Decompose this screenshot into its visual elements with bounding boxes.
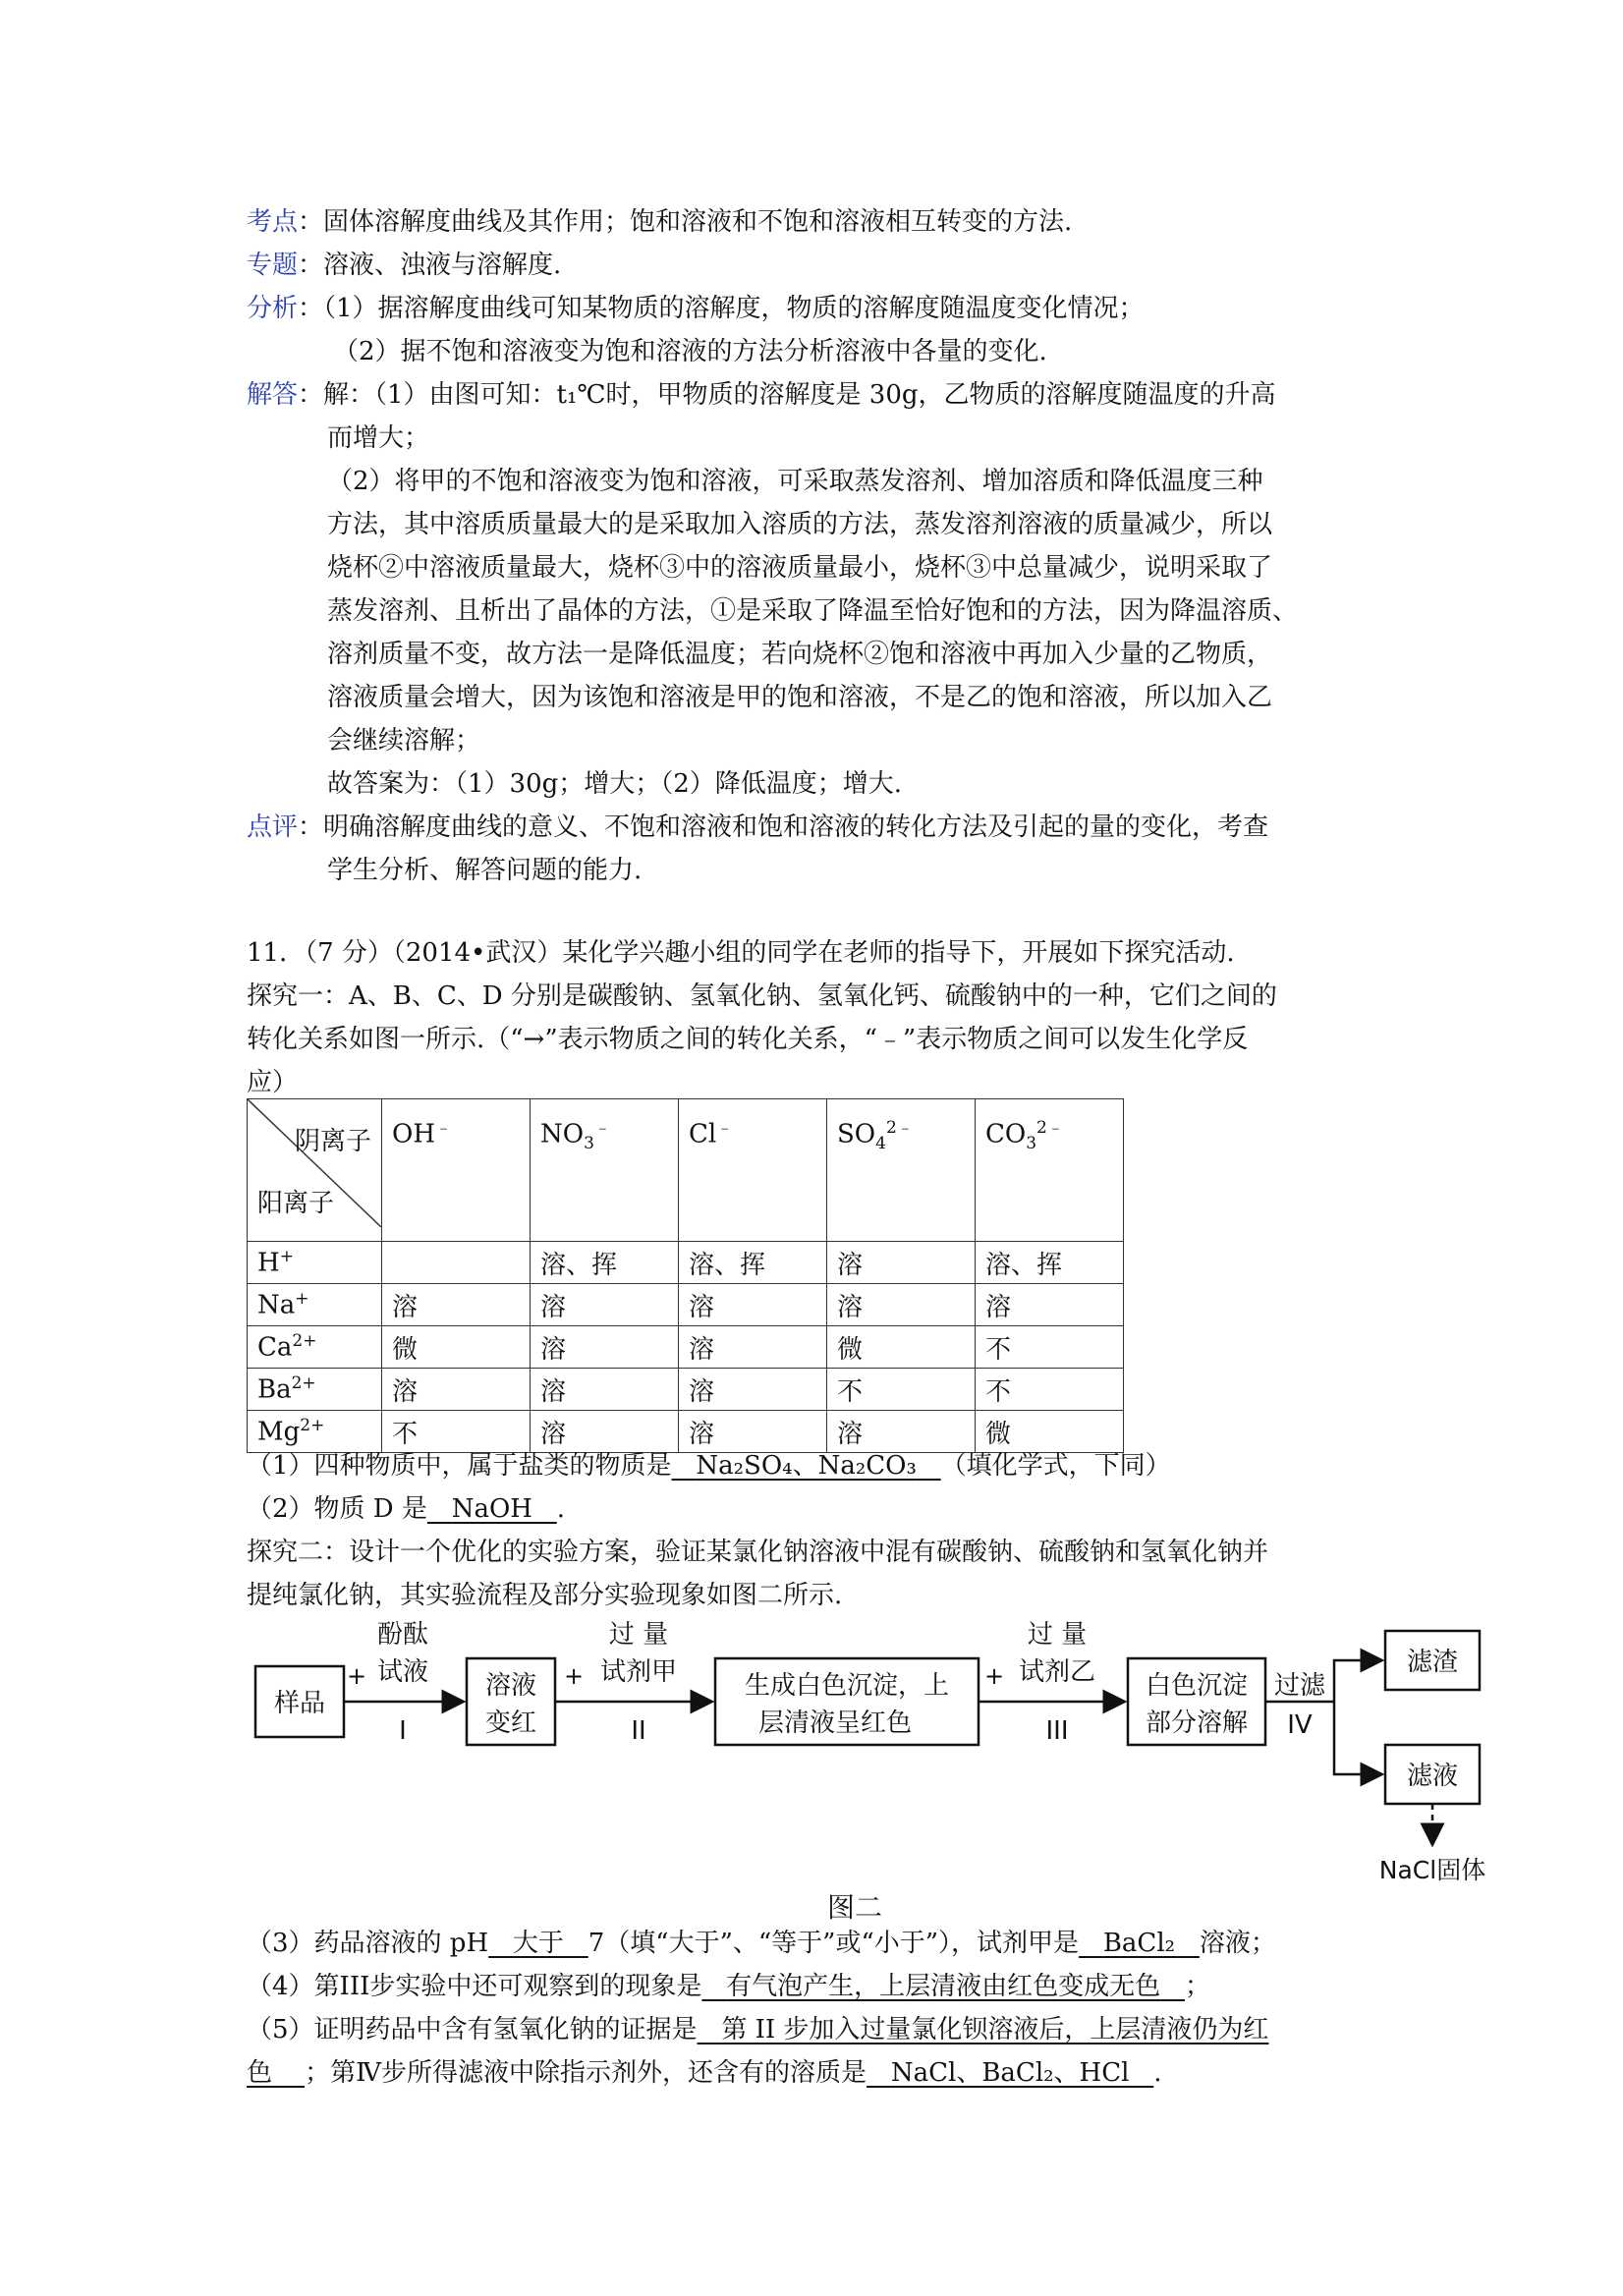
flow-step1-num: I [399, 1716, 407, 1746]
anion-charge: 2﹣ [1036, 1118, 1064, 1138]
cation-base: Ba [257, 1374, 292, 1405]
cation-base: Na [257, 1290, 296, 1320]
cation-charge: + [295, 1289, 309, 1310]
q1-answer [672, 1451, 941, 1481]
flow-box4-b: 部分溶解 [1145, 1708, 1249, 1738]
table-cell: 溶 [531, 1284, 679, 1326]
q5-answer-b [247, 2058, 305, 2088]
cation-header-1 [248, 1284, 382, 1326]
table-cell: 溶 [976, 1284, 1124, 1326]
fenxi-text-1: ：（1）据溶解度曲线可知某物质的溶解度，物质的溶解度随温度变化情况； [298, 294, 1145, 323]
dianping-text-1: ：明确溶解度曲线的意义、不饱和溶液和饱和溶液的转化方法及引起的量的变化，考查 [298, 812, 1269, 842]
cation-charge: 2+ [300, 1416, 325, 1436]
q5-line-1 [247, 2010, 1268, 2049]
flow-step1-mid: 试液 [376, 1657, 429, 1687]
table-cell: 溶 [827, 1284, 976, 1326]
flow-box3-b: 层清液呈红色 [757, 1708, 913, 1738]
jieda-text-1: 而增大； [327, 423, 430, 453]
jieda-line [247, 375, 1276, 415]
q1-line [247, 1446, 1171, 1485]
q4-suffix: ； [1184, 1972, 1210, 2001]
flow-box3-a: 生成白色沉淀，上 [744, 1671, 950, 1701]
anion-charge: ﹣ [716, 1118, 734, 1138]
q3-prompt: （3）药品溶液的 pH [247, 1929, 489, 1958]
cation-base: Ca [257, 1332, 293, 1363]
table-cell: 溶 [679, 1326, 827, 1369]
dianping-label: 点评 [247, 812, 299, 842]
q2-answer [427, 1494, 557, 1524]
anion-base: SO [837, 1119, 876, 1149]
table-cell: 溶 [827, 1242, 976, 1284]
table-cell: 不 [382, 1411, 531, 1453]
table-cell: 溶 [679, 1411, 827, 1453]
anion-header-3 [827, 1099, 976, 1242]
table-cell: 不 [976, 1369, 1124, 1411]
anion-sub: 4 [875, 1133, 886, 1153]
part2-text-0: 探究二：设计一个优化的实验方案，验证某氯化钠溶液中混有碳酸钠、硫酸钠和氢氧化钠并 [247, 1538, 1269, 1567]
q3-answer-2 [1079, 1929, 1200, 1958]
table-cell: 微 [827, 1326, 976, 1369]
jieda-text-4: 烧杯②中溶液质量最大，烧杯③中的溶液质量最小，烧杯③中总量减少，说明采取了 [327, 553, 1273, 583]
q3-answer-1-text: 大于 [512, 1929, 564, 1958]
flow-box2-b: 变红 [484, 1708, 537, 1738]
jieda-text-8: 会继续溶解； [327, 726, 481, 756]
flow-sample-label: 样品 [273, 1689, 326, 1718]
cation-header-2 [248, 1326, 382, 1369]
corner-anion-label: 阴离子 [294, 1127, 371, 1156]
part2-text-1: 提纯氯化钠，其实验流程及部分实验现象如图二所示. [247, 1581, 843, 1610]
q4-prompt: （4）第III步实验中还可观察到的现象是 [247, 1972, 702, 2001]
jieda-text-5: 蒸发溶剂、且析出了晶体的方法，①是采取了降温至恰好饱和的方法，因为降温溶质、 [327, 596, 1299, 626]
cation-header-3 [248, 1369, 382, 1411]
table-row [248, 1242, 1124, 1284]
flow-step4-top: 过滤 [1273, 1671, 1326, 1701]
table-cell: 溶、挥 [679, 1242, 827, 1284]
q5-prompt: （5）证明药品中含有氢氧化钠的证据是 [247, 2015, 698, 2044]
anion-charge: ﹣ [435, 1118, 452, 1138]
jieda-label: 解答 [247, 380, 299, 410]
table-cell: 溶、挥 [976, 1242, 1124, 1284]
anion-header-0 [382, 1099, 531, 1242]
flow-filtrate-label: 滤液 [1406, 1762, 1459, 1791]
flow-plus-3: + [983, 1662, 1005, 1690]
jieda-text-0: ：解：（1）由图可知：t₁℃时，甲物质的溶解度是 30g，乙物质的溶解度随温度的升高 [298, 380, 1276, 410]
dianping-text-2: 学生分析、解答问题的能力. [327, 856, 643, 885]
q3-answer-1 [488, 1929, 588, 1958]
flow-plus-2: + [563, 1662, 585, 1690]
table-cell: 微 [976, 1411, 1124, 1453]
table-cell: 溶、挥 [531, 1242, 679, 1284]
question-header: 11．（7 分）（2014•武汉）某化学兴趣小组的同学在老师的指导下，开展如下探究活动. [247, 938, 1235, 968]
table-cell: 溶 [382, 1284, 531, 1326]
anion-header-1 [531, 1099, 679, 1242]
zhuanti-text: ：溶液、浊液与溶解度. [298, 251, 562, 280]
q5-answer-2-text: NaCl、BaCl₂、HCl [890, 2058, 1130, 2088]
jieda-text-7: 溶液质量会增大，因为该饱和溶液是甲的饱和溶液，不是乙的饱和溶液，所以加入乙 [327, 683, 1273, 712]
anion-base: Cl [689, 1119, 717, 1149]
cation-charge: 2+ [291, 1373, 316, 1394]
q1-answer-text: Na₂SO₄、Na₂CO₃ [696, 1451, 917, 1481]
flow-plus-1: + [346, 1662, 367, 1690]
fenxi-line [247, 289, 1145, 328]
q5-answer-b-text: 色 [247, 2058, 273, 2088]
part1-text-1: 转化关系如图一所示.（“→”表示物质之间的转化关系，“﹣”表示物质之间可以发生化学反 [247, 1025, 1249, 1054]
solubility-table [247, 1098, 1124, 1453]
flow-box2-a: 溶液 [484, 1671, 537, 1701]
q3-middle: 7（填“大于”、“等于”或“小于”），试剂甲是 [588, 1929, 1080, 1958]
anion-header-2 [679, 1099, 827, 1242]
table-row [248, 1326, 1124, 1369]
anion-header-4 [976, 1099, 1124, 1242]
q5-middle: ；第Ⅳ步所得滤液中除指示剂外，还含有的溶质是 [305, 2058, 867, 2088]
table-cell: 溶 [382, 1369, 531, 1411]
table-cell: 溶 [679, 1369, 827, 1411]
table-cell: 不 [976, 1326, 1124, 1369]
corner-cation-label: 阳离子 [257, 1189, 335, 1218]
q3-suffix: 溶液； [1199, 1929, 1276, 1958]
table-cell: 溶 [531, 1411, 679, 1453]
q4-answer [701, 1972, 1185, 2001]
fenxi-text-2: （2）据不饱和溶液变为饱和溶液的方法分析溶液中各量的变化. [333, 337, 1047, 366]
dianping-line [247, 808, 1268, 847]
cation-charge: + [279, 1247, 294, 1267]
cation-charge: 2+ [292, 1331, 317, 1352]
flow-step3-mid: 试剂乙 [1018, 1657, 1096, 1687]
anion-base: NO [540, 1119, 585, 1149]
q4-line [247, 1967, 1210, 2006]
anion-sub: 3 [1026, 1133, 1037, 1153]
table-row [248, 1369, 1124, 1411]
table-cell: 不 [827, 1369, 976, 1411]
zhuanti-line [247, 246, 561, 285]
q5-line-2 [247, 2053, 1162, 2093]
jieda-text-3: 方法，其中溶质质量最大的是采取加入溶质的方法，蒸发溶剂溶液的质量减少，所以 [327, 510, 1273, 539]
table-cell: 溶 [531, 1326, 679, 1369]
table-cell: 溶 [679, 1284, 827, 1326]
flow-step2-top: 过 量 [608, 1620, 669, 1650]
anion-base: CO [985, 1119, 1027, 1149]
table-cell [382, 1242, 531, 1284]
kaodian-line [247, 202, 1072, 242]
table-row [248, 1284, 1124, 1326]
anion-charge: 2﹣ [885, 1118, 914, 1138]
flow-residue-label: 滤渣 [1406, 1648, 1459, 1677]
q1-suffix: （填化学式，下同） [940, 1451, 1171, 1481]
cation-base: Mg [257, 1417, 301, 1447]
kaodian-text: ：固体溶解度曲线及其作用；饱和溶液和不饱和溶液相互转变的方法. [298, 207, 1073, 237]
anion-charge: ﹣ [593, 1118, 611, 1138]
part1-text-2: 应） [247, 1068, 299, 1097]
q5-answer-a [698, 2015, 1269, 2044]
q2-prompt: （2）物质 D 是 [247, 1494, 427, 1524]
q1-prompt: （1）四种物质中，属于盐类的物质是 [247, 1451, 672, 1481]
arrow-to-filtrate [1334, 1702, 1382, 1774]
figure-caption: 图二 [827, 1891, 883, 1924]
q2-suffix: . [556, 1494, 566, 1524]
experiment-flowchart [246, 1611, 1503, 1886]
flow-step3-top: 过 量 [1027, 1620, 1088, 1650]
q5-answer-a-text: 第 II 步加入过量氯化钡溶液后，上层清液仍为红 [721, 2015, 1269, 2044]
table-header-row [248, 1099, 1124, 1242]
q5-suffix: . [1153, 2058, 1162, 2088]
flow-step3-num: III [1045, 1716, 1069, 1746]
jieda-text-9: 故答案为：（1）30g；增大；（2）降低温度；增大. [327, 769, 903, 799]
cation-base: H [257, 1248, 280, 1278]
q2-line [247, 1489, 565, 1529]
anion-sub: 3 [584, 1133, 594, 1153]
q4-answer-text: 有气泡产生，上层清液由红色变成无色 [726, 1972, 1161, 2001]
table-cell: 溶 [827, 1411, 976, 1453]
table-cell: 溶 [531, 1369, 679, 1411]
fenxi-label: 分析 [247, 294, 299, 323]
kaodian-label: 考点 [247, 207, 299, 237]
table-corner-cell [248, 1099, 382, 1242]
q5-answer-2 [867, 2058, 1153, 2088]
part1-text-0: 探究一：A、B、C、D 分别是碳酸钠、氢氧化钠、氢氧化钙、硫酸钠中的一种，它们之间的 [247, 981, 1277, 1011]
cation-header-0 [248, 1242, 382, 1284]
jieda-text-6: 溶剂质量不变，故方法一是降低温度；若向烧杯②饱和溶液中再加入少量的乙物质， [327, 640, 1273, 669]
flow-step2-mid: 试剂甲 [599, 1657, 678, 1687]
flow-step2-num: II [631, 1716, 646, 1746]
q3-line [247, 1924, 1276, 1963]
q3-answer-2-text: BaCl₂ [1102, 1929, 1176, 1958]
anion-base: OH [392, 1119, 435, 1149]
flow-step4-num: IV [1287, 1710, 1313, 1740]
zhuanti-label: 专题 [247, 251, 299, 280]
flow-step1-top: 酚酞 [376, 1620, 429, 1650]
flow-product-label: NaCl固体 [1378, 1856, 1486, 1884]
jieda-text-2: （2）将甲的不饱和溶液变为饱和溶液，可采取蒸发溶剂、增加溶质和降低温度三种 [327, 467, 1263, 496]
flow-box4-a: 白色沉淀 [1145, 1671, 1249, 1701]
arrow-to-residue [1334, 1660, 1382, 1702]
q2-answer-text: NaOH [451, 1494, 532, 1524]
table-cell: 微 [382, 1326, 531, 1369]
